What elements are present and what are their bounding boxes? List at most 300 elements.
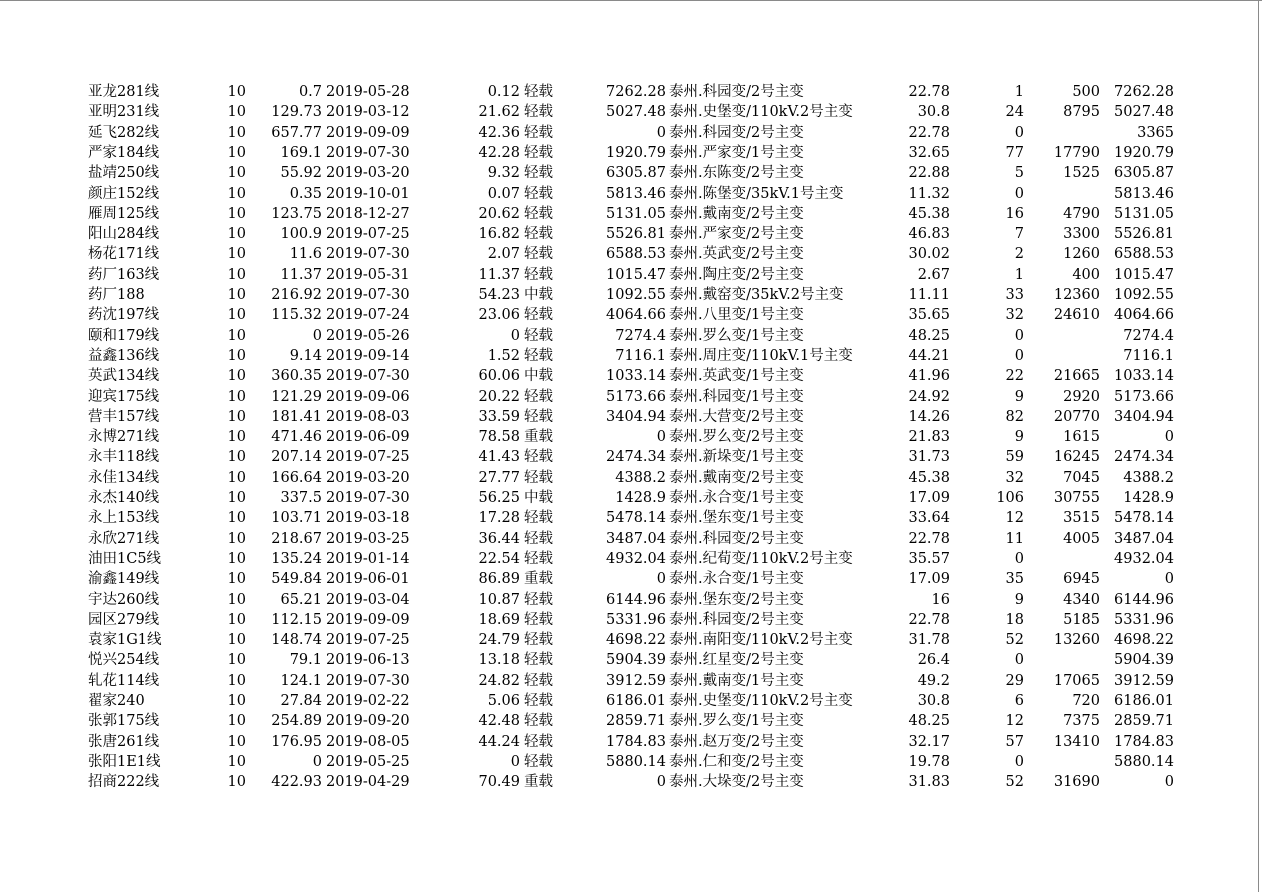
load-rate-cell: 78.58 bbox=[478, 429, 520, 446]
value1-cell: 0 bbox=[656, 429, 666, 446]
value2-cell: 5904.39 bbox=[1114, 652, 1174, 669]
date-cell: 2019-03-20 bbox=[326, 469, 410, 486]
kva-cell bbox=[1030, 650, 1100, 670]
voltage-cell: 10 bbox=[227, 266, 246, 283]
table-row bbox=[0, 732, 1262, 752]
load-state-cell: 轻载 bbox=[524, 226, 553, 243]
kva-cell: 1525 bbox=[1063, 165, 1100, 182]
date-cell: 2019-08-05 bbox=[326, 733, 410, 750]
load-state-cell: 轻载 bbox=[524, 307, 553, 324]
kva-cell: 4340 bbox=[1063, 591, 1100, 608]
capacity-cell: 22.78 bbox=[908, 530, 950, 547]
line-name-cell: 严家184线 bbox=[88, 144, 160, 161]
date-cell: 2019-03-04 bbox=[326, 591, 410, 608]
date-cell: 2019-07-30 bbox=[326, 287, 410, 303]
load-rate-cell: 42.28 bbox=[478, 144, 520, 161]
date-cell: 2019-07-25 bbox=[326, 632, 410, 649]
table-row bbox=[0, 752, 1262, 772]
capacity-cell: 35.65 bbox=[908, 307, 950, 324]
value1-cell: 6186.01 bbox=[606, 693, 666, 709]
table-row bbox=[0, 569, 1262, 589]
length-cell: 181.41 bbox=[271, 408, 322, 425]
transformer-cell: 泰州.科园变/2号主变 bbox=[669, 124, 804, 141]
load-state-cell: 轻载 bbox=[524, 408, 553, 425]
kva-cell: 16245 bbox=[1053, 449, 1100, 466]
length-cell: 135.24 bbox=[271, 550, 322, 567]
load-state-cell: 中载 bbox=[524, 490, 553, 506]
table-row bbox=[0, 143, 1262, 163]
value1-cell: 1015.47 bbox=[606, 266, 666, 283]
count-cell: 59 bbox=[1005, 449, 1024, 466]
load-rate-cell: 17.28 bbox=[478, 510, 520, 527]
load-state-cell: 轻载 bbox=[524, 388, 553, 405]
load-state-cell: 重载 bbox=[524, 429, 553, 446]
table-row bbox=[0, 163, 1262, 183]
date-cell: 2019-09-06 bbox=[326, 388, 410, 405]
count-cell: 0 bbox=[1014, 124, 1024, 141]
voltage-cell: 10 bbox=[227, 165, 246, 182]
date-cell: 2019-10-01 bbox=[326, 185, 410, 202]
count-cell: 77 bbox=[1005, 144, 1024, 161]
capacity-cell: 11.32 bbox=[908, 185, 950, 202]
length-cell: 65.21 bbox=[280, 591, 322, 608]
date-cell: 2019-07-30 bbox=[326, 672, 410, 689]
transformer-cell: 泰州.英武变/2号主变 bbox=[669, 246, 804, 263]
kva-cell: 8795 bbox=[1063, 104, 1100, 121]
kva-cell: 500 bbox=[1072, 84, 1100, 100]
load-state-cell: 轻载 bbox=[524, 266, 553, 283]
value2-cell: 3365 bbox=[1137, 124, 1174, 141]
value1-cell: 5904.39 bbox=[606, 652, 666, 669]
line-name-cell: 张阳1E1线 bbox=[88, 753, 161, 770]
voltage-cell: 10 bbox=[227, 713, 246, 730]
kva-cell: 2920 bbox=[1063, 388, 1100, 405]
capacity-cell: 44.21 bbox=[908, 347, 950, 364]
capacity-cell: 35.57 bbox=[908, 550, 950, 567]
capacity-cell: 31.78 bbox=[908, 632, 950, 649]
voltage-cell: 10 bbox=[227, 510, 246, 527]
value1-cell: 0 bbox=[656, 571, 666, 588]
date-cell: 2019-07-25 bbox=[326, 226, 410, 243]
table-row bbox=[0, 427, 1262, 447]
load-state-cell: 轻载 bbox=[524, 530, 553, 547]
value1-cell: 4932.04 bbox=[606, 550, 666, 567]
date-cell: 2019-05-31 bbox=[326, 266, 410, 283]
load-rate-cell: 5.06 bbox=[487, 693, 520, 709]
value1-cell: 7262.28 bbox=[606, 84, 666, 100]
value1-cell: 5813.46 bbox=[606, 185, 666, 202]
count-cell: 0 bbox=[1014, 652, 1024, 669]
value2-cell: 1092.55 bbox=[1114, 287, 1174, 303]
capacity-cell: 22.88 bbox=[908, 165, 950, 182]
voltage-cell: 10 bbox=[227, 205, 246, 222]
capacity-cell: 30.02 bbox=[908, 246, 950, 263]
load-rate-cell: 33.59 bbox=[478, 408, 520, 425]
value2-cell: 2474.34 bbox=[1114, 449, 1174, 466]
count-cell: 22 bbox=[1005, 368, 1024, 385]
voltage-cell: 10 bbox=[227, 429, 246, 446]
table-row bbox=[0, 711, 1262, 731]
voltage-cell: 10 bbox=[227, 327, 246, 344]
line-name-cell: 颐和179线 bbox=[88, 327, 160, 344]
date-cell: 2018-12-27 bbox=[326, 205, 410, 222]
line-name-cell: 张唐261线 bbox=[88, 733, 160, 750]
transformer-cell: 泰州.戴南变/2号主变 bbox=[669, 469, 804, 486]
capacity-cell: 45.38 bbox=[908, 205, 950, 222]
table-row bbox=[0, 488, 1262, 508]
transformer-cell: 泰州.永合变/1号主变 bbox=[669, 490, 804, 506]
line-name-cell: 杨花171线 bbox=[88, 246, 160, 263]
count-cell: 0 bbox=[1014, 185, 1024, 202]
count-cell: 6 bbox=[1014, 693, 1024, 709]
load-rate-cell: 13.18 bbox=[478, 652, 520, 669]
transformer-cell: 泰州.新垛变/1号主变 bbox=[669, 449, 804, 466]
date-cell: 2019-09-14 bbox=[326, 347, 410, 364]
table-row bbox=[0, 630, 1262, 650]
date-cell: 2019-09-09 bbox=[326, 611, 410, 628]
value2-cell: 5027.48 bbox=[1114, 104, 1174, 121]
length-cell: 169.1 bbox=[280, 144, 322, 161]
load-rate-cell: 1.52 bbox=[487, 347, 520, 364]
kva-cell: 7045 bbox=[1063, 469, 1100, 486]
date-cell: 2019-07-25 bbox=[326, 449, 410, 466]
transformer-cell: 泰州.史堡变/110kV.2号主变 bbox=[669, 693, 853, 709]
line-name-cell: 永上153线 bbox=[88, 510, 160, 527]
line-name-cell: 张郭175线 bbox=[88, 713, 160, 730]
count-cell: 12 bbox=[1005, 510, 1024, 527]
transformer-cell: 泰州.戴窑变/35kV.2号主变 bbox=[669, 287, 844, 303]
length-cell: 103.71 bbox=[271, 510, 322, 527]
voltage-cell: 10 bbox=[227, 104, 246, 121]
transformer-cell: 泰州.堡东变/1号主变 bbox=[669, 510, 804, 527]
count-cell: 0 bbox=[1014, 550, 1024, 567]
capacity-cell: 11.11 bbox=[908, 287, 950, 303]
load-state-cell: 轻载 bbox=[524, 753, 553, 770]
value1-cell: 5131.05 bbox=[606, 205, 666, 222]
table-row bbox=[0, 305, 1262, 325]
capacity-cell: 19.78 bbox=[908, 753, 950, 770]
value2-cell: 1428.9 bbox=[1123, 490, 1174, 506]
value2-cell: 5526.81 bbox=[1114, 226, 1174, 243]
count-cell: 5 bbox=[1014, 165, 1024, 182]
load-state-cell: 轻载 bbox=[524, 510, 553, 527]
voltage-cell: 10 bbox=[227, 550, 246, 567]
kva-cell: 5185 bbox=[1063, 611, 1100, 628]
load-rate-cell: 54.23 bbox=[478, 287, 520, 303]
transformer-cell: 泰州.南阳变/110kV.2号主变 bbox=[669, 632, 853, 649]
value1-cell: 3487.04 bbox=[606, 530, 666, 547]
capacity-cell: 24.92 bbox=[908, 388, 950, 405]
length-cell: 471.46 bbox=[271, 429, 322, 446]
load-rate-cell: 24.82 bbox=[478, 672, 520, 689]
kva-cell: 21665 bbox=[1053, 368, 1100, 385]
voltage-cell: 10 bbox=[227, 307, 246, 324]
value1-cell: 4388.2 bbox=[615, 469, 666, 486]
table-row bbox=[0, 387, 1262, 407]
table-row bbox=[0, 772, 1262, 792]
transformer-cell: 泰州.严家变/2号主变 bbox=[669, 226, 804, 243]
transformer-cell: 泰州.戴南变/2号主变 bbox=[669, 205, 804, 222]
table-row bbox=[0, 265, 1262, 285]
voltage-cell: 10 bbox=[227, 246, 246, 263]
voltage-cell: 10 bbox=[227, 449, 246, 466]
load-rate-cell: 16.82 bbox=[478, 226, 520, 243]
line-name-cell: 永丰118线 bbox=[88, 449, 160, 466]
load-state-cell: 轻载 bbox=[524, 84, 553, 100]
transformer-cell: 泰州.科园变/2号主变 bbox=[669, 530, 804, 547]
table-row bbox=[0, 508, 1262, 528]
length-cell: 115.32 bbox=[271, 307, 322, 324]
load-rate-cell: 27.77 bbox=[478, 469, 520, 486]
date-cell: 2019-01-14 bbox=[326, 550, 410, 567]
table-row bbox=[0, 244, 1262, 264]
value2-cell: 3487.04 bbox=[1114, 530, 1174, 547]
value2-cell: 0 bbox=[1164, 774, 1174, 791]
count-cell: 29 bbox=[1005, 672, 1024, 689]
capacity-cell: 33.64 bbox=[908, 510, 950, 527]
line-name-cell: 翟家240 bbox=[88, 693, 145, 709]
transformer-cell: 泰州.罗么变/1号主变 bbox=[669, 327, 804, 344]
count-cell: 1 bbox=[1014, 84, 1024, 100]
voltage-cell: 10 bbox=[227, 530, 246, 547]
value1-cell: 6305.87 bbox=[606, 165, 666, 182]
value2-cell: 7116.1 bbox=[1123, 347, 1174, 364]
value2-cell: 2859.71 bbox=[1114, 713, 1174, 730]
kva-cell bbox=[1030, 752, 1100, 772]
load-rate-cell: 36.44 bbox=[478, 530, 520, 547]
kva-cell: 4790 bbox=[1063, 205, 1100, 222]
value1-cell: 5478.14 bbox=[606, 510, 666, 527]
kva-cell: 20770 bbox=[1053, 408, 1100, 425]
voltage-cell: 10 bbox=[227, 774, 246, 791]
line-name-cell: 招商222线 bbox=[88, 774, 160, 791]
transformer-cell: 泰州.八里变/1号主变 bbox=[669, 307, 804, 324]
transformer-cell: 泰州.陈堡变/35kV.1号主变 bbox=[669, 185, 844, 202]
capacity-cell: 2.67 bbox=[917, 266, 950, 283]
transformer-cell: 泰州.东陈变/2号主变 bbox=[669, 165, 804, 182]
date-cell: 2019-07-30 bbox=[326, 490, 410, 506]
table-row bbox=[0, 610, 1262, 630]
load-state-cell: 轻载 bbox=[524, 165, 553, 182]
table-row bbox=[0, 468, 1262, 488]
load-rate-cell: 0 bbox=[510, 753, 520, 770]
count-cell: 11 bbox=[1005, 530, 1024, 547]
load-rate-cell: 60.06 bbox=[478, 368, 520, 385]
kva-cell: 12360 bbox=[1053, 287, 1100, 303]
value2-cell: 5478.14 bbox=[1114, 510, 1174, 527]
load-state-cell: 轻载 bbox=[524, 469, 553, 486]
line-name-cell: 营丰157线 bbox=[88, 408, 160, 425]
table-row bbox=[0, 447, 1262, 467]
value1-cell: 0 bbox=[656, 124, 666, 141]
value1-cell: 1428.9 bbox=[615, 490, 666, 506]
load-state-cell: 轻载 bbox=[524, 104, 553, 121]
value1-cell: 5526.81 bbox=[606, 226, 666, 243]
load-state-cell: 重载 bbox=[524, 774, 553, 791]
capacity-cell: 17.09 bbox=[908, 490, 950, 506]
transformer-cell: 泰州.陶庄变/2号主变 bbox=[669, 266, 804, 283]
count-cell: 82 bbox=[1005, 408, 1024, 425]
length-cell: 121.29 bbox=[271, 388, 322, 405]
load-state-cell: 轻载 bbox=[524, 672, 553, 689]
kva-cell: 30755 bbox=[1053, 490, 1100, 506]
voltage-cell: 10 bbox=[227, 733, 246, 750]
count-cell: 12 bbox=[1005, 713, 1024, 730]
load-rate-cell: 42.36 bbox=[478, 124, 520, 141]
load-rate-cell: 0.12 bbox=[487, 84, 520, 100]
line-name-cell: 盐靖250线 bbox=[88, 165, 160, 182]
load-rate-cell: 22.54 bbox=[478, 550, 520, 567]
capacity-cell: 49.2 bbox=[917, 672, 950, 689]
line-name-cell: 药沈197线 bbox=[88, 307, 160, 324]
kva-cell: 720 bbox=[1072, 693, 1100, 709]
value2-cell: 1784.83 bbox=[1114, 733, 1174, 750]
count-cell: 1 bbox=[1014, 266, 1024, 283]
value2-cell: 6144.96 bbox=[1114, 591, 1174, 608]
count-cell: 52 bbox=[1005, 774, 1024, 791]
line-name-cell: 园区279线 bbox=[88, 611, 160, 628]
value2-cell: 7274.4 bbox=[1123, 327, 1174, 344]
kva-cell: 13410 bbox=[1053, 733, 1100, 750]
transformer-cell: 泰州.大营变/2号主变 bbox=[669, 408, 804, 425]
transformer-cell: 泰州.英武变/1号主变 bbox=[669, 368, 804, 385]
capacity-cell: 22.78 bbox=[908, 124, 950, 141]
length-cell: 100.9 bbox=[280, 226, 322, 243]
line-name-cell: 益鑫136线 bbox=[88, 347, 160, 364]
kva-cell: 17790 bbox=[1053, 144, 1100, 161]
load-state-cell: 轻载 bbox=[524, 124, 553, 141]
line-name-cell: 药厂188 bbox=[88, 287, 145, 303]
load-rate-cell: 10.87 bbox=[478, 591, 520, 608]
voltage-cell: 10 bbox=[227, 388, 246, 405]
load-rate-cell: 0 bbox=[510, 327, 520, 344]
date-cell: 2019-03-25 bbox=[326, 530, 410, 547]
table-row bbox=[0, 346, 1262, 366]
load-state-cell: 中载 bbox=[524, 287, 553, 303]
transformer-cell: 泰州.永合变/1号主变 bbox=[669, 571, 804, 588]
load-state-cell: 轻载 bbox=[524, 550, 553, 567]
count-cell: 52 bbox=[1005, 632, 1024, 649]
value2-cell: 4932.04 bbox=[1114, 550, 1174, 567]
date-cell: 2019-05-25 bbox=[326, 753, 410, 770]
count-cell: 32 bbox=[1005, 469, 1024, 486]
value2-cell: 4064.66 bbox=[1114, 307, 1174, 324]
transformer-cell: 泰州.科园变/2号主变 bbox=[669, 84, 804, 100]
load-state-cell: 轻载 bbox=[524, 632, 553, 649]
length-cell: 657.77 bbox=[271, 124, 322, 141]
kva-cell: 1260 bbox=[1063, 246, 1100, 263]
line-name-cell: 宇达260线 bbox=[88, 591, 160, 608]
length-cell: 9.14 bbox=[289, 347, 322, 364]
table-row bbox=[0, 671, 1262, 691]
date-cell: 2019-09-09 bbox=[326, 124, 410, 141]
value2-cell: 0 bbox=[1164, 429, 1174, 446]
table-row bbox=[0, 529, 1262, 549]
value1-cell: 3404.94 bbox=[606, 408, 666, 425]
date-cell: 2019-06-13 bbox=[326, 652, 410, 669]
length-cell: 176.95 bbox=[271, 733, 322, 750]
value2-cell: 5813.46 bbox=[1114, 185, 1174, 202]
line-name-cell: 油田1C5线 bbox=[88, 550, 162, 567]
date-cell: 2019-04-29 bbox=[326, 774, 410, 791]
load-rate-cell: 24.79 bbox=[478, 632, 520, 649]
value1-cell: 5880.14 bbox=[606, 753, 666, 770]
capacity-cell: 21.83 bbox=[908, 429, 950, 446]
count-cell: 57 bbox=[1005, 733, 1024, 750]
transformer-cell: 泰州.仁和变/2号主变 bbox=[669, 753, 804, 770]
line-name-cell: 悦兴254线 bbox=[88, 652, 160, 669]
length-cell: 549.84 bbox=[271, 571, 322, 588]
kva-cell: 17065 bbox=[1053, 672, 1100, 689]
voltage-cell: 10 bbox=[227, 490, 246, 506]
date-cell: 2019-02-22 bbox=[326, 693, 410, 709]
length-cell: 112.15 bbox=[271, 611, 322, 628]
load-rate-cell: 56.25 bbox=[478, 490, 520, 506]
kva-cell bbox=[1030, 346, 1100, 366]
capacity-cell: 45.38 bbox=[908, 469, 950, 486]
value2-cell: 3912.59 bbox=[1114, 672, 1174, 689]
table-row bbox=[0, 590, 1262, 610]
length-cell: 123.75 bbox=[271, 205, 322, 222]
count-cell: 9 bbox=[1014, 591, 1024, 608]
load-rate-cell: 9.32 bbox=[487, 165, 520, 182]
load-state-cell: 轻载 bbox=[524, 185, 553, 202]
count-cell: 7 bbox=[1014, 226, 1024, 243]
table-row bbox=[0, 549, 1262, 569]
voltage-cell: 10 bbox=[227, 652, 246, 669]
value1-cell: 0 bbox=[656, 774, 666, 791]
transformer-cell: 泰州.大垛变/2号主变 bbox=[669, 774, 804, 791]
line-name-cell: 阳山284线 bbox=[88, 226, 160, 243]
transformer-cell: 泰州.戴南变/1号主变 bbox=[669, 672, 804, 689]
table-row bbox=[0, 366, 1262, 386]
value2-cell: 4698.22 bbox=[1114, 632, 1174, 649]
capacity-cell: 48.25 bbox=[908, 327, 950, 344]
value1-cell: 5331.96 bbox=[606, 611, 666, 628]
length-cell: 0 bbox=[312, 327, 322, 344]
value2-cell: 1015.47 bbox=[1114, 266, 1174, 283]
value2-cell: 5880.14 bbox=[1114, 753, 1174, 770]
transformer-cell: 泰州.赵万变/2号主变 bbox=[669, 733, 804, 750]
length-cell: 218.67 bbox=[271, 530, 322, 547]
value1-cell: 7116.1 bbox=[615, 347, 666, 364]
load-state-cell: 轻载 bbox=[524, 611, 553, 628]
value1-cell: 1033.14 bbox=[606, 368, 666, 385]
date-cell: 2019-07-30 bbox=[326, 246, 410, 263]
capacity-cell: 31.83 bbox=[908, 774, 950, 791]
value2-cell: 5331.96 bbox=[1114, 611, 1174, 628]
date-cell: 2019-05-28 bbox=[326, 84, 410, 100]
value2-cell: 5173.66 bbox=[1114, 388, 1174, 405]
voltage-cell: 10 bbox=[227, 226, 246, 243]
count-cell: 33 bbox=[1005, 287, 1024, 303]
line-name-cell: 延飞282线 bbox=[88, 124, 160, 141]
value1-cell: 5027.48 bbox=[606, 104, 666, 121]
load-state-cell: 轻载 bbox=[524, 693, 553, 709]
value1-cell: 1784.83 bbox=[606, 733, 666, 750]
line-name-cell: 渝鑫149线 bbox=[88, 571, 160, 588]
date-cell: 2019-03-20 bbox=[326, 165, 410, 182]
line-name-cell: 迎宾175线 bbox=[88, 388, 160, 405]
load-state-cell: 中载 bbox=[524, 368, 553, 385]
kva-cell: 400 bbox=[1072, 266, 1100, 283]
count-cell: 0 bbox=[1014, 753, 1024, 770]
count-cell: 0 bbox=[1014, 347, 1024, 364]
length-cell: 124.1 bbox=[280, 672, 322, 689]
count-cell: 2 bbox=[1014, 246, 1024, 263]
length-cell: 55.92 bbox=[280, 165, 322, 182]
date-cell: 2019-03-18 bbox=[326, 510, 410, 527]
